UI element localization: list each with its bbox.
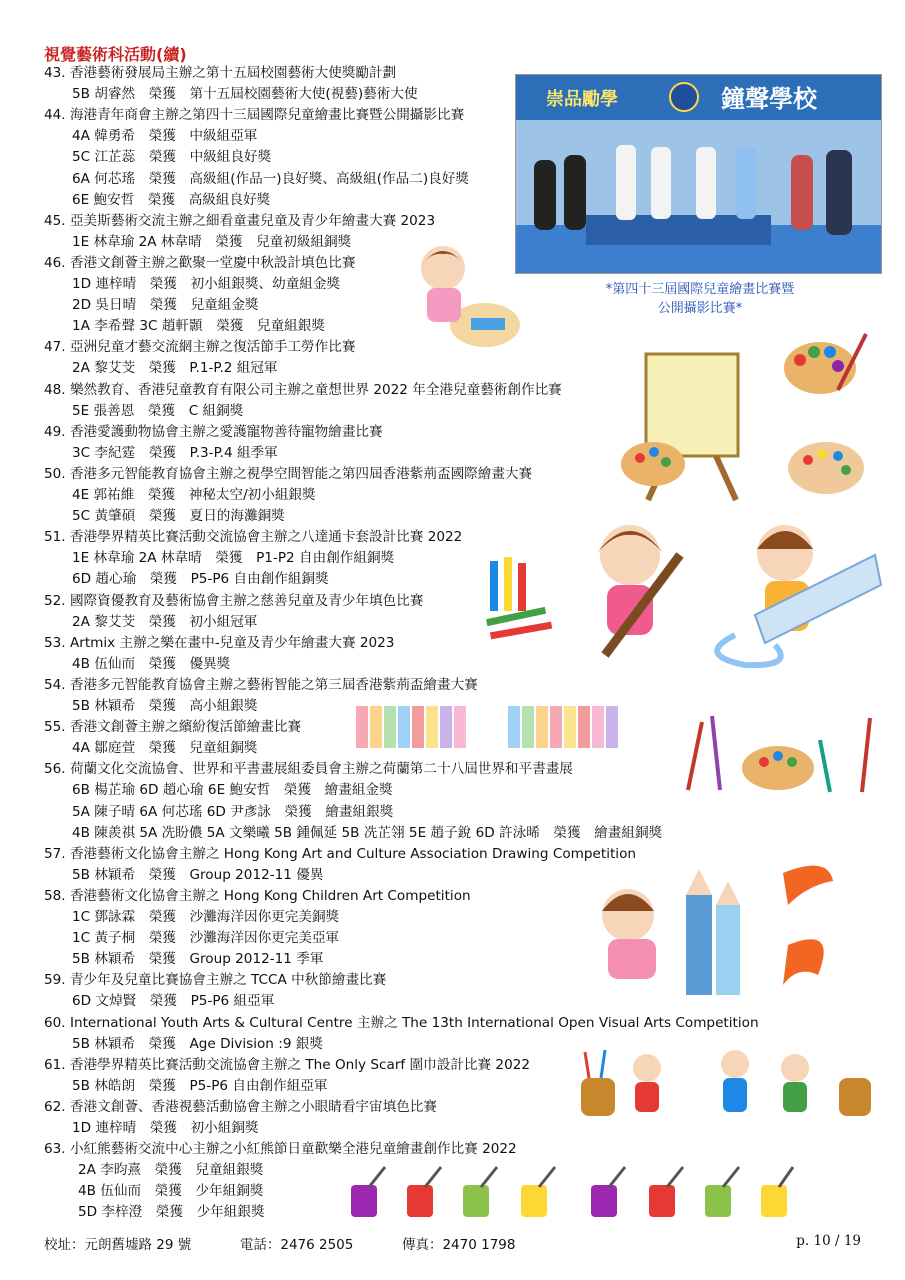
award-item-winner: 1A 李希聲 3C 趙軒顥 榮獲 兒童組銀獎: [72, 318, 325, 335]
award-item-heading: 56. 荷蘭文化交流協會、世界和平書畫展組委員會主辦之荷蘭第二十八屆世界和平書畫展: [44, 761, 573, 778]
award-item-heading: 55. 香港文創薈主辦之繽紛復活節繪畫比賽: [44, 719, 302, 736]
award-item-winner: 2D 吳日晴 榮獲 兒童組金獎: [72, 297, 259, 314]
award-item-heading: 63. 小紅熊藝術交流中心主辦之小紅熊節日童歡樂全港兒童繪畫創作比賽 2022: [44, 1141, 517, 1158]
award-item-heading: 52. 國際資優教育及藝術協會主辦之慈善兒童及青少年填色比賽: [44, 592, 424, 609]
award-item-winner: 1E 林韋瑜 2A 林韋晴 榮獲 兒童初級組銅獎: [72, 233, 352, 250]
award-item-winner: 6D 文焯賢 榮獲 P5-P6 組亞軍: [72, 993, 275, 1010]
palette-icon-2: [780, 430, 870, 502]
pencils-kid-illustration: [568, 855, 868, 1015]
award-item-winner: 5B 林穎希 榮獲 Group 2012-11 優異: [72, 866, 324, 883]
girl-drawing-illustration: [405, 240, 520, 350]
photo-caption: [545, 280, 855, 318]
award-item-heading: 61. 香港學界精英比賽活動交流協會主辦之 The Only Scarf 圍巾設計比賽 2022: [44, 1056, 531, 1073]
footer-fax: 傳真：2470 1798: [401, 1237, 516, 1253]
award-item-winner: 5B 林皓朗 榮獲 P5-P6 自由創作組亞軍: [72, 1077, 328, 1094]
award-item-heading: 50. 香港多元智能教育協會主辦之視學空間智能之第四屆香港紫荊盃國際繪畫大賽: [44, 465, 533, 482]
award-item-winner: 4B 伍仙而 榮獲 優異獎: [72, 655, 231, 672]
award-item-heading: 58. 香港藝術文化協會主辦之 Hong Kong Children Art Competition: [44, 887, 471, 904]
award-item-heading: 47. 亞洲兒童才藝交流網主辦之復活節手工勞作比賽: [44, 339, 356, 356]
caption-line-1: *第四十三屆國際兒童繪畫比賽暨: [605, 282, 795, 297]
palette-icon: [780, 330, 868, 400]
footer-address: 校址：元朗舊墟路 29 號: [44, 1237, 192, 1253]
banner-left: 崇品勵學: [546, 89, 618, 110]
award-item-winner: 1E 林韋瑜 2A 林韋晴 榮獲 P1-P2 自由創作組銅獎: [72, 550, 395, 567]
brushes-palette-illustration: [680, 712, 875, 794]
award-item-heading: 45. 亞美斯藝術交流主辦之細看童畫兒童及青少年繪畫大賽 2023: [44, 212, 436, 229]
award-item-winner: 2A 黎艾芠 榮獲 初小組冠軍: [72, 613, 258, 630]
award-item-winner: 1D 連梓晴 榮獲 初小組銅獎: [72, 1120, 259, 1136]
award-item-winner: 4A 鄒庭萱 榮獲 兒童組銅獎: [72, 740, 258, 757]
award-item-winner: 6A 何芯瑤 榮獲 高級組(作品一)良好獎、高級組(作品二)良好獎: [72, 170, 469, 187]
award-item-winner: 1C 鄧詠霖 榮獲 沙灘海洋因你更完美銅獎: [72, 909, 340, 925]
award-item-heading: 48. 樂然教育、香港兒童教育有限公司主辦之童想世界 2022 年全港兒童藝術創作比賽: [44, 381, 562, 398]
award-item-winner: 3C 李紀霆 榮獲 P.3-P.4 組季軍: [72, 444, 278, 461]
easel-illustration: [618, 352, 768, 502]
award-item-winner: 1D 連梓晴 榮獲 初小組銀獎、幼童組金獎: [72, 276, 341, 292]
award-photo: [515, 74, 882, 274]
award-item-winner: 1C 黃子桐 榮獲 沙灘海洋因你更完美亞軍: [72, 930, 340, 947]
kids-art-illustration: [575, 1040, 875, 1120]
color-pencils-icon: [482, 555, 557, 640]
award-item-heading: 54. 香港多元智能教育協會主辦之藝術智能之第三屆香港紫荊盃繪畫大賽: [44, 676, 478, 693]
award-item-winner: 5D 李梓澄 榮獲 少年組銀獎: [78, 1204, 265, 1221]
award-item-winner: 5B 林穎希 榮獲 高小組銀獎: [72, 698, 258, 714]
award-item-heading: 44. 海港青年商會主辦之第四十三屆國際兒童繪畫比賽暨公開攝影比賽: [44, 107, 465, 124]
award-item-heading: 53. Artmix 主辦之樂在畫中-兒童及青少年繪畫大賽 2023: [44, 634, 395, 651]
award-item-winner: 5C 黃肇碩 榮獲 夏日的海灘銅獎: [72, 508, 285, 525]
award-item-heading: 49. 香港愛護動物協會主辦之愛護寵物善待寵物繪畫比賽: [44, 423, 383, 440]
award-item-winner: 6D 趙心瑜 榮獲 P5-P6 自由創作組銅獎: [72, 571, 329, 588]
award-item-winner: 4B 伍仙而 榮獲 少年組銅獎: [78, 1183, 264, 1200]
award-item-heading: 62. 香港文創薈、香港視藝活動協會主辦之小眼睛看宇宙填色比賽: [44, 1098, 437, 1115]
award-item-winner: 4B 陳羨祺 5A 冼盼儂 5A 文樂曦 5B 鍾佩延 5B 冼芷翎 5E 趙子銳 6D 許泳晞 榮獲 繪畫組銅獎: [72, 824, 663, 841]
crayons-row-1: [356, 700, 476, 748]
award-item-winner: 6E 鮑安哲 榮獲 高級組良好獎: [72, 191, 271, 208]
award-item-winner: 5B 林穎希 榮獲 Group 2012-11 季軍: [72, 951, 324, 968]
award-item-heading: 60. International Youth Arts & Cultural Centre 主辦之 The 13th International Open Visual Arts Competition: [44, 1014, 759, 1031]
award-item-heading: 59. 青少年及兒童比賽協會主辦之 TCCA 中秋節繪畫比賽: [44, 972, 387, 989]
award-item-heading: 43. 香港藝術發展局主辦之第十五屆校園藝術大使獎勵計劃: [44, 65, 397, 81]
caption-line-2: 公開攝影比賽*: [657, 301, 743, 316]
award-item-heading: 57. 香港藝術文化協會主辦之 Hong Kong Art and Culture Association Drawing Competition: [44, 845, 637, 862]
award-item-heading: 51. 香港學界精英比賽活動交流協會主辦之八達通卡套設計比賽 2022: [44, 529, 463, 546]
award-item-winner: 5C 江芷蕊 榮獲 中級組良好獎: [72, 149, 272, 166]
award-item-winner: 5B 林穎希 榮獲 Age Division :9 銀獎: [72, 1035, 323, 1052]
kids-painting-illustration: [585, 515, 885, 670]
award-item-winner: 6B 楊芷瑜 6D 趙心瑜 6E 鮑安哲 榮獲 繪畫組金獎: [72, 782, 393, 799]
award-item-winner: 2A 李昀熹 榮獲 兒童組銀獎: [78, 1162, 264, 1179]
paint-buckets-row: [345, 1165, 795, 1223]
award-item-heading: 46. 香港文創薈主辦之歡聚一堂慶中秋設計填色比賽: [44, 254, 356, 271]
award-item-winner: 4E 郭祐維 榮獲 神秘太空/初小組銀獎: [72, 487, 316, 503]
crayons-row-2: [508, 700, 628, 748]
award-item-winner: 5B 胡睿然 榮獲 第十五屆校園藝術大使(視藝)藝術大使: [72, 86, 418, 103]
award-item-winner: 2A 黎艾芠 榮獲 P.1-P.2 組冠軍: [72, 360, 278, 377]
award-item-winner: 4A 韓勇希 榮獲 中級組亞軍: [72, 128, 258, 145]
award-item-winner: 5E 張善恩 榮獲 C 組銅獎: [72, 402, 244, 419]
award-item-winner: 5A 陳子晴 6A 何芯瑤 6D 尹彥詠 榮獲 繪畫組銀獎: [72, 803, 394, 820]
page-number: p. 10 / 19: [796, 1233, 861, 1249]
banner-right: 鐘聲學校: [721, 85, 817, 113]
footer-phone: 電話：2476 2505: [239, 1237, 354, 1253]
footer-contact: [44, 1233, 515, 1253]
section-heading: 視覺藝術科活動(續): [44, 45, 187, 64]
